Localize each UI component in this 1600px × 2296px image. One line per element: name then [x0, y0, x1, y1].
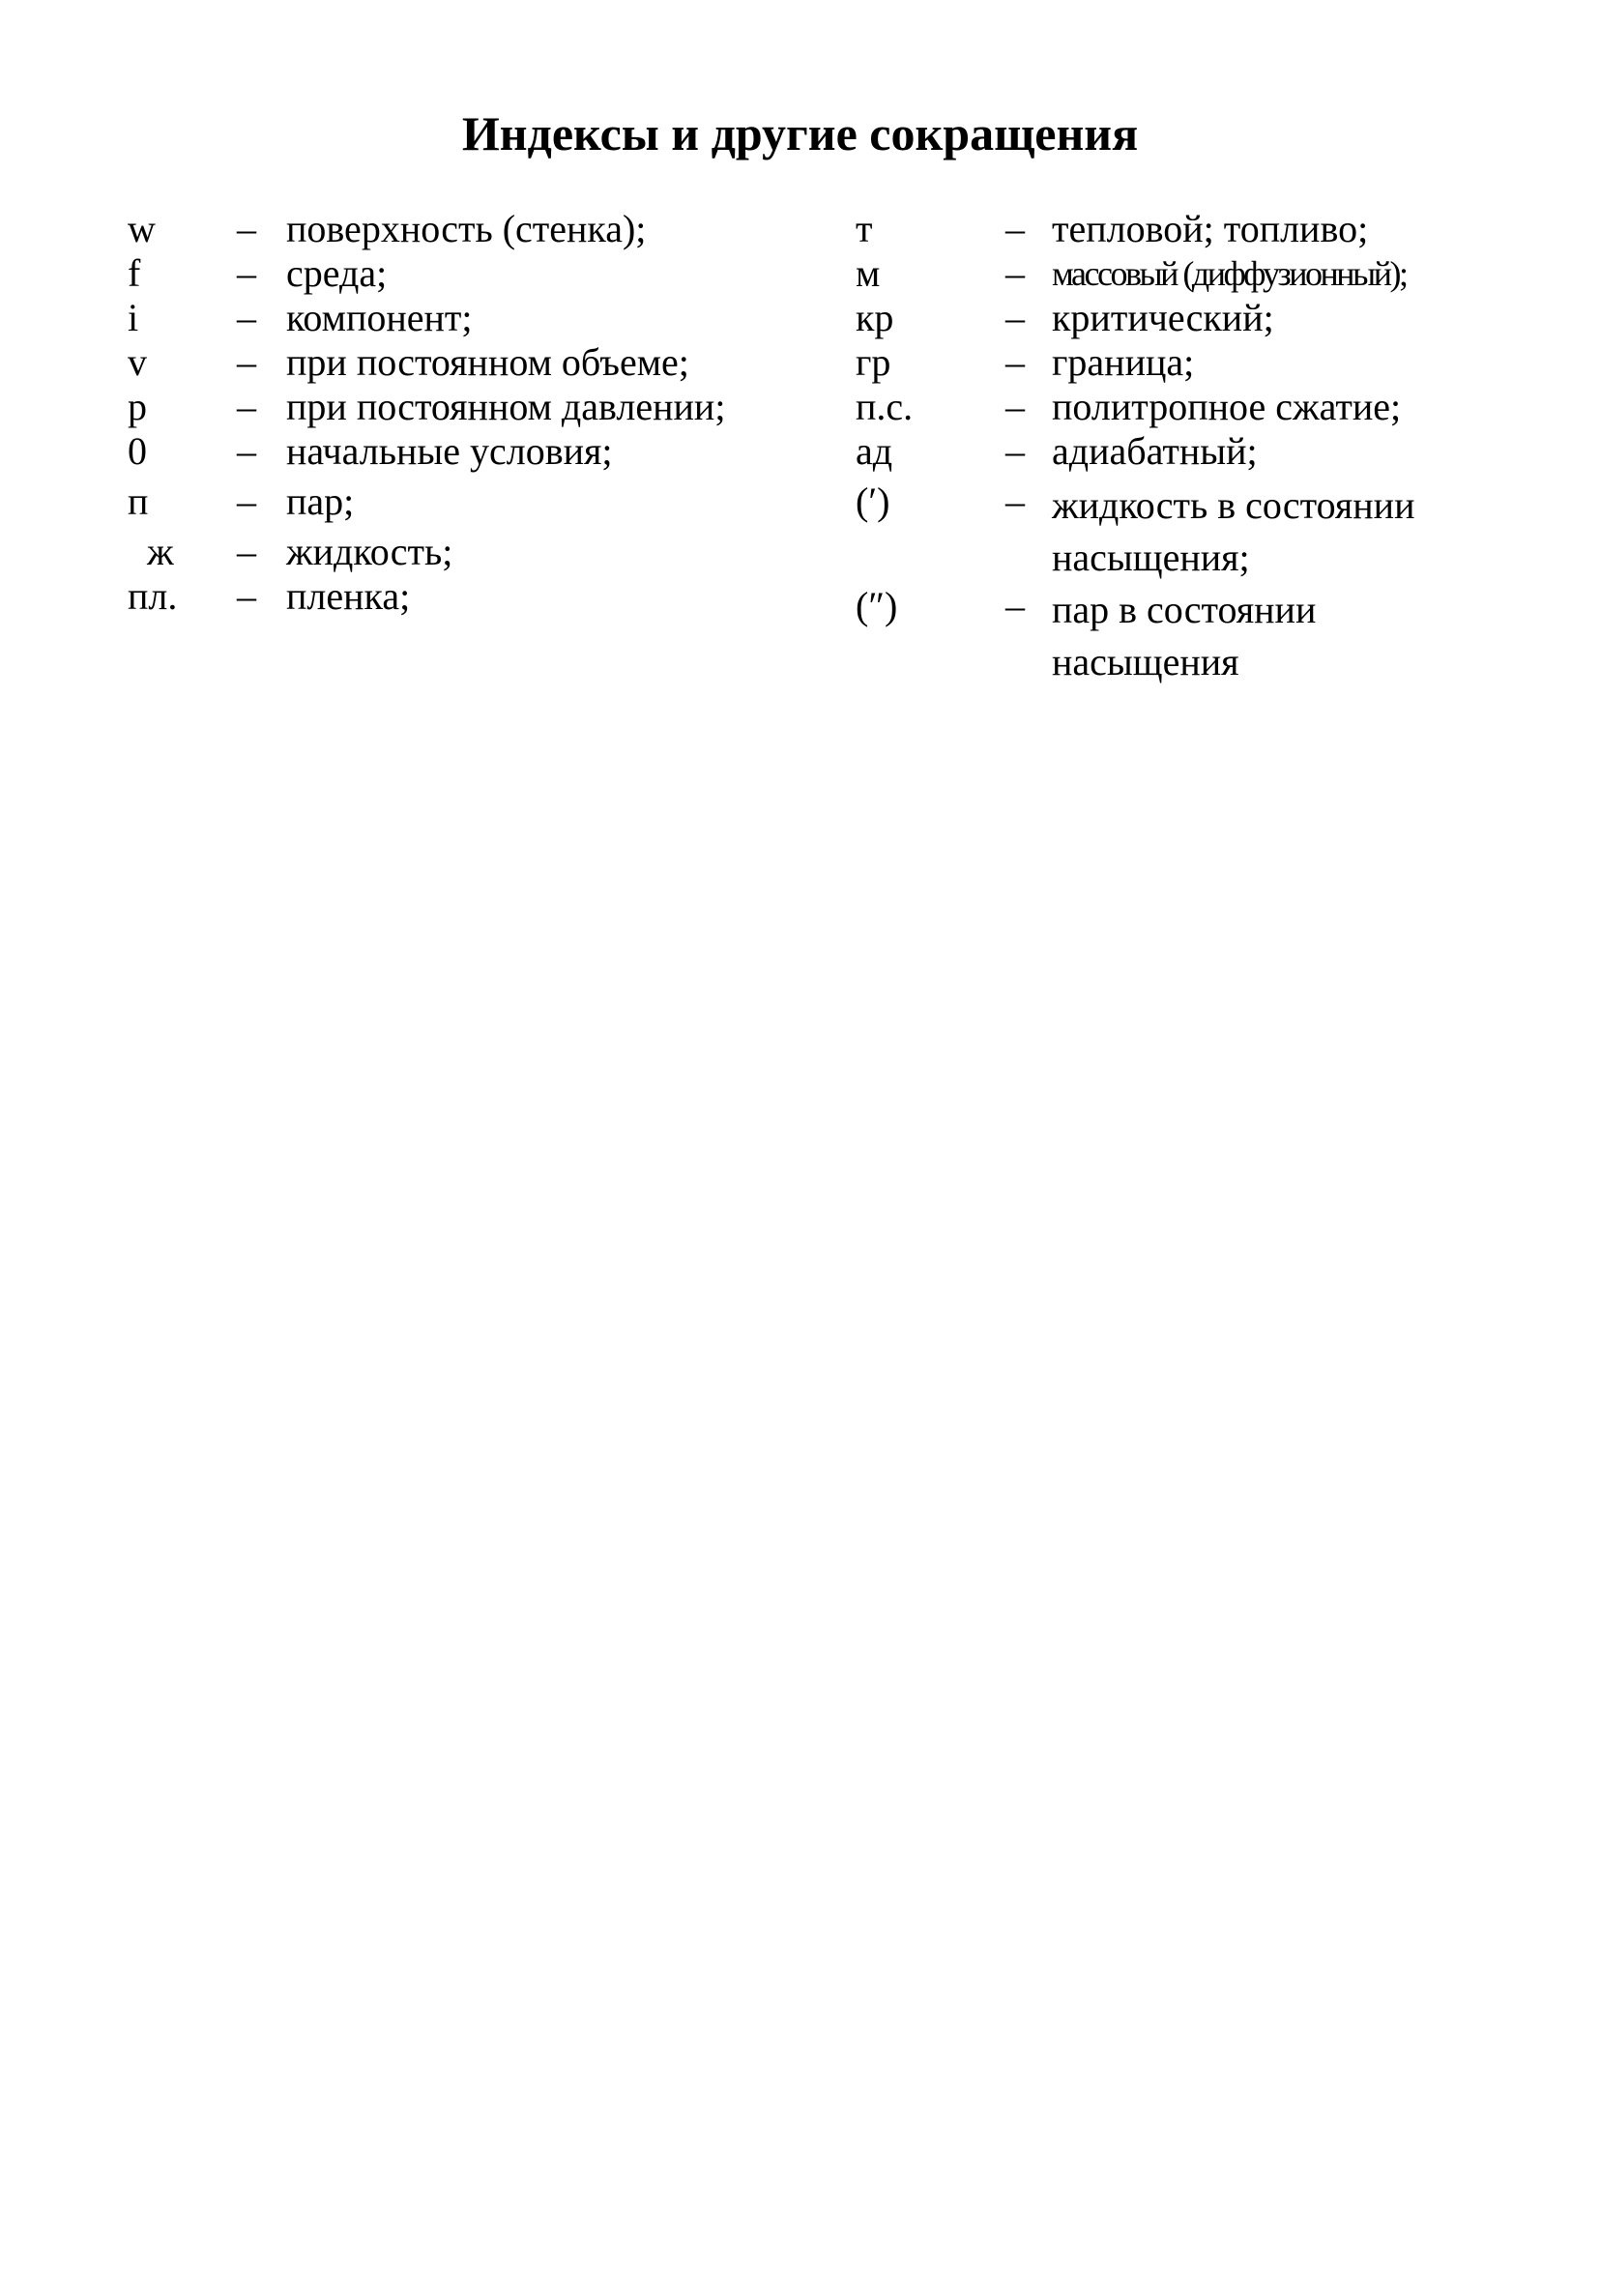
entry-dash: – — [237, 385, 256, 428]
entry-dash: – — [237, 429, 256, 473]
entry-dash: – — [1005, 429, 1025, 473]
entry-symbol: пл. — [128, 574, 178, 618]
list-item — [128, 574, 804, 619]
entry-symbol: w — [128, 207, 156, 250]
entry-description: при постоянном давлении; — [286, 385, 726, 428]
entry-symbol: п — [128, 480, 149, 523]
list-item — [128, 251, 804, 296]
entry-description: пленка; — [286, 574, 411, 618]
list-item — [856, 340, 1571, 385]
entry-symbol: п.с. — [856, 385, 914, 428]
entry-dash: – — [1005, 480, 1025, 523]
entry-symbol: т — [856, 207, 873, 250]
list-item — [856, 584, 1571, 688]
entry-description: критический; — [1052, 296, 1274, 339]
entry-description: компонент; — [286, 296, 473, 339]
entry-symbol: (′) — [856, 480, 890, 523]
entry-symbol: f — [128, 251, 141, 295]
entry-dash: – — [1005, 340, 1025, 384]
entry-dash: – — [1005, 296, 1025, 339]
entry-dash: – — [237, 530, 256, 573]
list-item — [856, 207, 1571, 251]
list-item — [856, 385, 1571, 429]
entry-symbol: (″) — [856, 584, 898, 627]
entry-description: поверхность (стенка); — [286, 207, 647, 250]
list-item — [128, 429, 804, 474]
entry-symbol: кр — [856, 296, 894, 339]
entry-symbol: 0 — [128, 429, 147, 473]
entry-description: пар в состоянии насыщения — [1052, 588, 1317, 683]
entry-dash: – — [237, 251, 256, 295]
entry-description: политропное сжатие; — [1052, 385, 1402, 428]
list-item — [856, 251, 1571, 296]
entry-description: при постоянном объеме; — [286, 340, 689, 384]
list-item — [128, 480, 804, 524]
list-item — [856, 480, 1571, 584]
entry-symbol: гр — [856, 340, 891, 384]
entry-dash: – — [237, 574, 256, 618]
right-column — [856, 207, 1571, 688]
entry-dash: – — [1005, 584, 1025, 627]
entry-description: тепловой; топливо; — [1052, 207, 1369, 250]
list-item — [128, 296, 804, 340]
entry-dash: – — [237, 296, 256, 339]
entry-dash: – — [1005, 251, 1025, 295]
left-column — [128, 207, 804, 619]
entry-symbol: ж — [147, 530, 174, 573]
list-item — [128, 207, 804, 251]
entry-description: граница; — [1052, 340, 1195, 384]
list-item — [856, 296, 1571, 340]
entry-symbol: ад — [856, 429, 893, 473]
list-item — [128, 530, 804, 574]
entry-symbol: i — [128, 296, 139, 339]
entry-dash: – — [237, 207, 256, 250]
entry-symbol: м — [856, 251, 881, 295]
list-item — [128, 340, 804, 385]
entry-description: адиабатный; — [1052, 429, 1258, 473]
entry-description: пар; — [286, 480, 355, 523]
page-title: Индексы и другие сокращения — [461, 106, 1139, 160]
list-item — [856, 429, 1571, 474]
list-item — [128, 385, 804, 429]
entry-description: массовый (диффузионный); — [1052, 254, 1407, 293]
entry-dash: – — [237, 480, 256, 523]
entry-dash: – — [1005, 385, 1025, 428]
entry-description: жидкость; — [286, 530, 453, 573]
entry-description: жидкость в состоянии насыщения; — [1052, 483, 1415, 579]
entry-description: начальные условия; — [286, 429, 613, 473]
entry-dash: – — [1005, 207, 1025, 250]
entry-description: среда; — [286, 251, 388, 295]
entry-symbol: р — [128, 385, 147, 428]
entry-dash: – — [237, 340, 256, 384]
entry-symbol: v — [128, 340, 147, 384]
